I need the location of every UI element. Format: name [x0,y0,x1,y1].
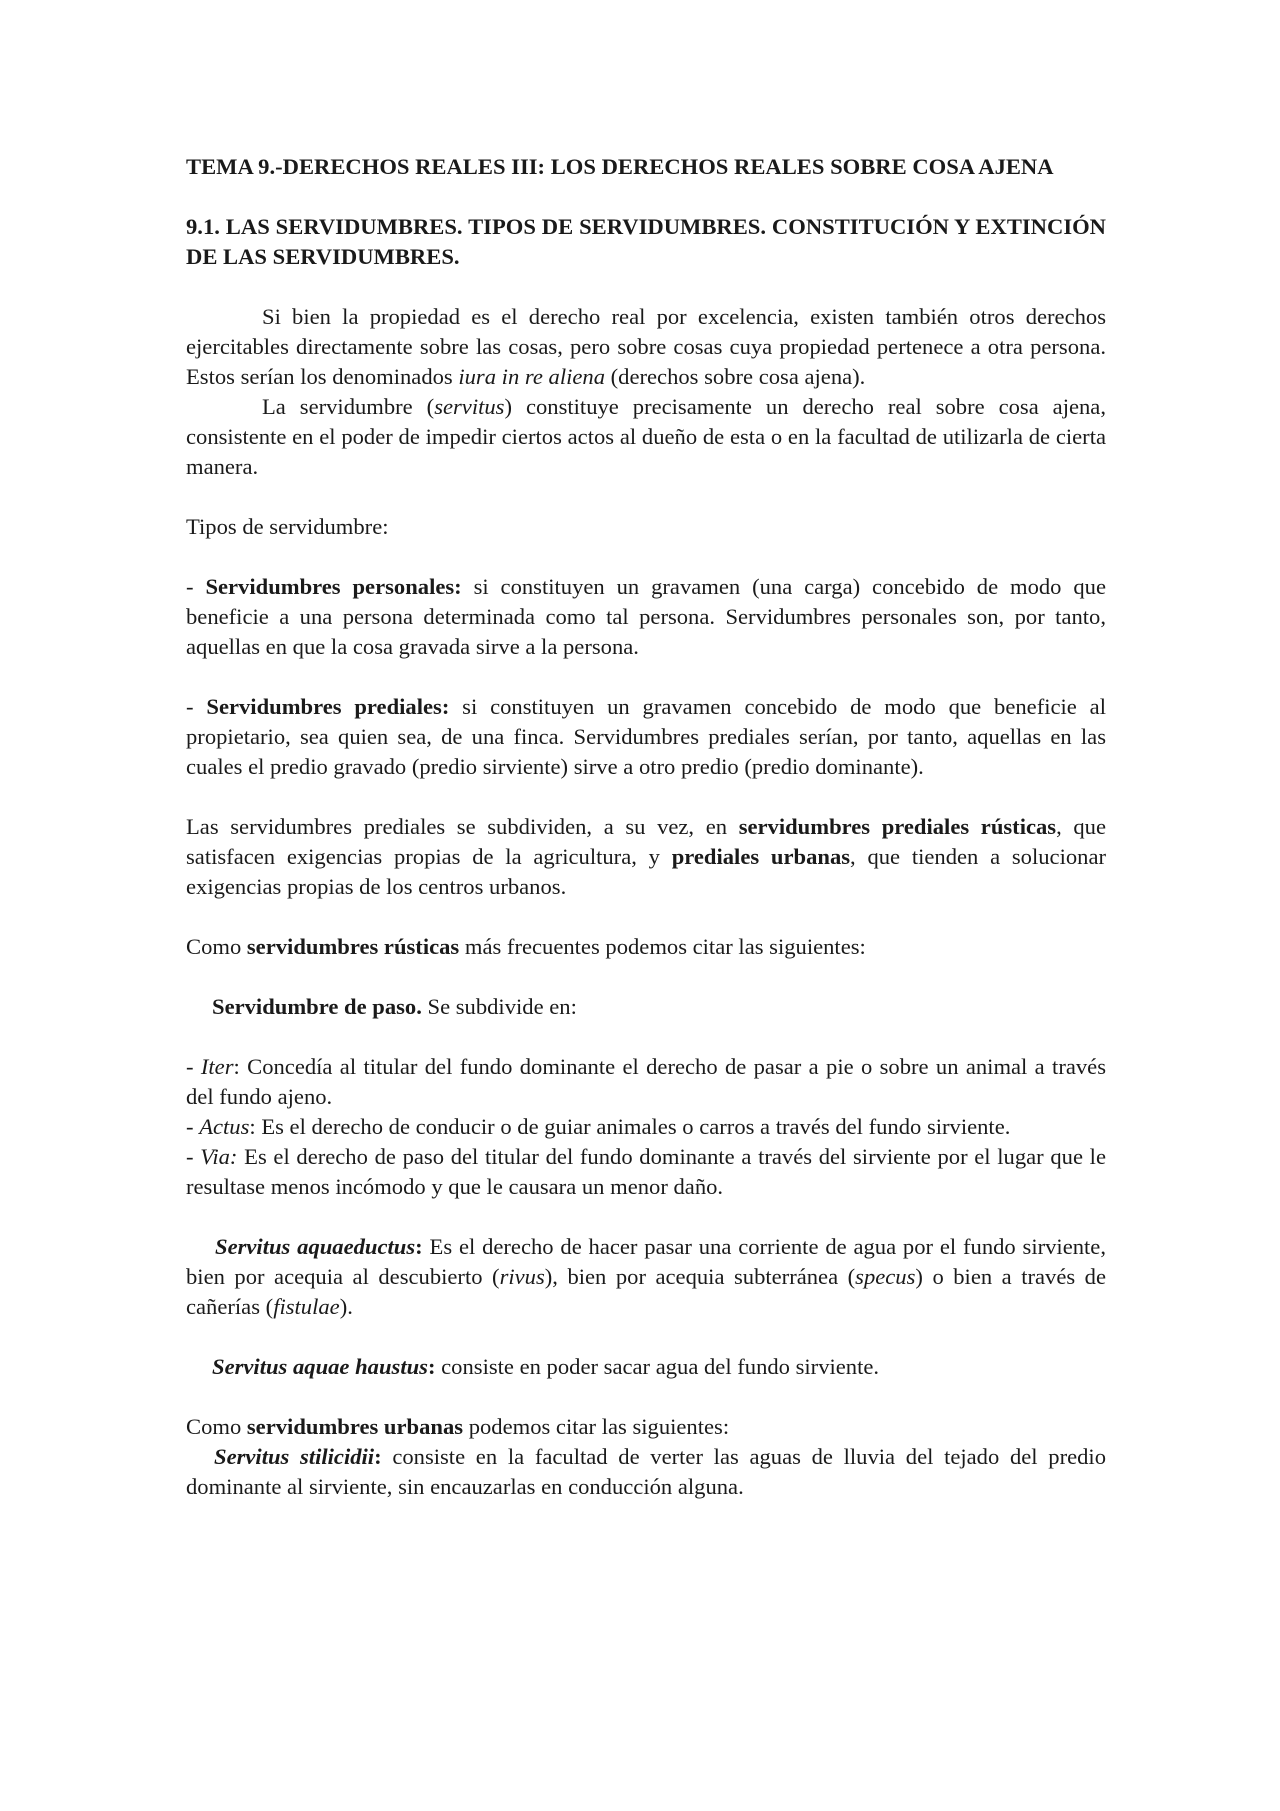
italic-term: iura in re aliena [458,364,605,389]
colon: : [415,1234,423,1259]
text-run: si constituyen un gravamen (una carga) concebido de modo que beneficie a una persona determinada como tal persona. Servidumbres personales son, por tanto, aquellas en que la cosa gravada sirve a la persona. [186,574,1106,659]
italic-term: specus [855,1264,916,1289]
text-run: más frecuentes podemos citar las siguientes: [459,934,866,959]
paragraph-iter [186,1052,1106,1112]
bold-term: servidumbres urbanas [246,1414,464,1439]
section-title: 9.1. LAS SERVIDUMBRES. TIPOS DE SERVIDUMBRES. CONSTITUCIÓN Y EXTINCIÓN DE LAS SERVIDUMBRES. [186,214,1106,269]
text-run: ) o bien a través de cañerías ( [186,1264,1107,1319]
paragraph-aquaeductus [186,1232,1106,1322]
bold-term: servidumbres rústicas [246,934,460,959]
dash: - [186,1114,200,1139]
italic-term: Via: [200,1144,238,1169]
paragraph-servitus [186,392,1106,482]
text-run: Es el derecho de hacer pasar una corriente de agua por el fundo sirviente, bien por acequia al descubierto ( [186,1234,1106,1289]
bold-term: servidumbres prediales rústicas [738,814,1057,839]
text-run: podemos citar las siguientes: [463,1414,730,1439]
paragraph-prediales [186,692,1106,782]
text-run: si constituyen un gravamen concebido de modo que beneficie al propietario, sea quien sea, de una finca. Servidumbres prediales serían, por tanto, aquellas en las cuales el predio gravado (predio sirviente) sirve a otro predio (predio dominante). [186,694,1106,779]
text-run: La servidumbre ( [262,394,435,419]
text-run: (derechos sobre cosa ajena). [605,364,866,389]
italic-term: servitus [434,394,505,419]
italic-term: Servitus stilicidii [214,1444,375,1469]
italic-term: Servitus aquae haustus [212,1354,428,1379]
text-run: Se subdivide en: [421,994,577,1019]
italic-term: Iter [200,1054,234,1079]
text-run: Como [186,934,247,959]
italic-term: Actus [199,1114,250,1139]
bold-term: Servidumbres prediales: [206,694,450,719]
paragraph-urbanas-intro [186,1412,1106,1442]
paragraph-personales [186,572,1106,662]
paragraph-stilicidii [186,1442,1106,1502]
text-run: , que tienden a solucionar exigencias propias de los centros urbanos. [186,844,1106,899]
bold-term: prediales urbanas [671,844,851,869]
text-run: consiste en la facultad de verter las aguas de lluvia del tejado del predio dominante al sirviente, sin encauzarlas en conducción alguna. [186,1444,1106,1499]
bold-term: Servidumbres personales: [205,574,462,599]
document-title: TEMA 9.-DERECHOS REALES III: LOS DERECHOS REALES SOBRE COSA AJENA [186,154,1054,179]
colon: : [374,1444,382,1469]
dash: - [186,574,206,599]
dash: - [186,694,207,719]
text-run: Como [186,1414,247,1439]
paragraph-via [186,1142,1106,1202]
italic-term: fistulae [273,1294,340,1319]
text-run: , que satisfacen exigencias propias de la agricultura, y [186,814,1106,869]
text-run: Si bien la propiedad es el derecho real por excelencia, existen también otros derechos ejercitables directamente sobre las cosas, pero sobre cosas cuya propiedad pertenece a otra persona. Estos serían los denominados [186,304,1106,389]
paragraph-intro [186,302,1106,392]
dash: - [186,1144,201,1169]
bold-term [212,1354,436,1379]
text-run: ). [339,1294,353,1319]
bold-term [215,1234,423,1259]
text-run: Las servidumbres prediales se subdividen, a su vez, en [186,814,739,839]
italic-term: rivus [499,1264,545,1289]
paragraph-haustus [186,1352,1106,1382]
italic-term: Servitus aquaeductus [215,1234,416,1259]
paragraph-paso [186,992,1106,1022]
text-run: : Concedía al titular del fundo dominante el derecho de pasar a pie o sobre un animal a través del fundo ajeno. [186,1054,1106,1109]
paragraph-actus [186,1112,1106,1142]
types-heading: Tipos de servidumbre: [186,514,389,539]
colon: : [427,1354,436,1379]
text-run: ), bien por acequia subterránea ( [544,1264,856,1289]
dash: - [186,1054,201,1079]
text-run: ) constituye precisamente un derecho real sobre cosa ajena, consistente en el poder de impedir ciertos actos al dueño de esta o en la facultad de utilizarla de cierta manera. [186,394,1106,479]
paragraph-subdivision [186,812,1106,902]
text-run: Es el derecho de paso del titular del fundo dominante a través del sirviente por el lugar que le resultase menos incómodo y que le causara un menor daño. [186,1144,1106,1199]
document-page [186,152,1106,1502]
text-run: consiste en poder sacar agua del fundo sirviente. [435,1354,880,1379]
paragraph-rusticas-intro [186,932,1106,962]
bold-term [214,1444,382,1469]
text-run: : Es el derecho de conducir o de guiar animales o carros a través del fundo sirviente. [249,1114,1011,1139]
bold-term: Servidumbre de paso. [212,994,422,1019]
